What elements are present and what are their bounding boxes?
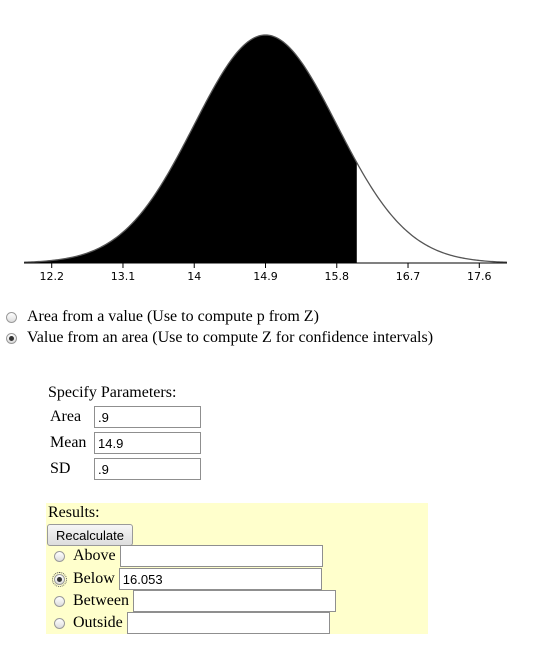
sd-input[interactable]: [94, 458, 201, 480]
result-below[interactable]: [54, 568, 322, 590]
area-label: Area: [50, 408, 82, 425]
below-label: Below: [73, 570, 115, 587]
outside-input[interactable]: [127, 612, 330, 634]
mean-label: Mean: [50, 434, 87, 451]
below-input[interactable]: [119, 568, 322, 590]
x-tick-label: 14.9: [253, 270, 278, 283]
mode-area-from-value-label: Area from a value (Use to compute p from Z): [27, 308, 319, 325]
above-radio[interactable]: [54, 551, 65, 562]
normal-distribution-chart: [0, 0, 535, 290]
parameters-title: Specify Parameters:: [48, 384, 177, 401]
above-label: Above: [73, 547, 116, 564]
mode-value-from-area[interactable]: [6, 328, 433, 348]
result-outside[interactable]: [54, 612, 330, 634]
below-radio[interactable]: [54, 574, 65, 585]
between-radio[interactable]: [54, 596, 65, 607]
x-tick-label: 17.6: [467, 270, 492, 283]
above-input[interactable]: [120, 545, 323, 567]
between-input[interactable]: [133, 590, 336, 612]
x-axis-ticks: [39, 263, 491, 283]
results-title: Results:: [48, 504, 100, 521]
mode-value-from-area-radio[interactable]: [6, 333, 17, 344]
x-tick-label: 12.2: [39, 270, 64, 283]
mode-area-from-value[interactable]: [6, 307, 319, 327]
x-tick-label: 16.7: [395, 270, 421, 283]
result-between[interactable]: [54, 590, 336, 612]
results-panel: [46, 503, 428, 634]
outside-label: Outside: [73, 614, 123, 631]
sd-label: SD: [50, 460, 71, 477]
result-above[interactable]: [54, 545, 323, 567]
mode-value-from-area-label: Value from an area (Use to compute Z for confidence intervals): [27, 329, 434, 346]
area-input[interactable]: [94, 406, 201, 428]
mode-area-from-value-radio[interactable]: [6, 312, 17, 323]
x-tick-label: 13.1: [110, 270, 136, 283]
outside-radio[interactable]: [54, 618, 65, 629]
x-tick-label: 14: [187, 270, 202, 283]
mean-input[interactable]: [94, 432, 201, 454]
between-label: Between: [73, 592, 129, 609]
recalculate-button[interactable]: Recalculate: [47, 524, 133, 546]
x-tick-label: 15.8: [324, 270, 350, 283]
